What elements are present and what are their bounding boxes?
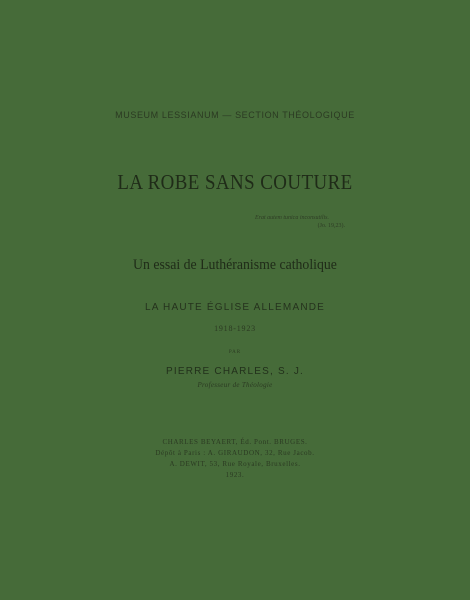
epigraph-reference: (Jo. 19,23). xyxy=(317,223,345,229)
author-role: Professeur de Théologie xyxy=(197,381,273,389)
by-label: PAR xyxy=(228,350,242,355)
publisher-line: Dépôt à Paris : A. GIRAUDON, 32, Rue Jacob. xyxy=(155,449,315,457)
section-heading: LA HAUTE ÉGLISE ALLEMANDE xyxy=(144,302,326,313)
publisher-line: CHARLES BEYAERT, Éd. Pont. BRUGES. xyxy=(162,438,308,446)
publication-year: 1923. xyxy=(225,471,245,479)
series-heading: MUSEUM LESSIANUM — SECTION THÉOLOGIQUE xyxy=(115,110,355,120)
epigraph-text: Erat autem tunica inconsutilis. xyxy=(255,215,329,221)
epigraph xyxy=(255,214,345,230)
author-name: PIERRE CHARLES, S. J. xyxy=(165,366,304,377)
publisher-line: A. DEWIT, 53, Rue Royale, Bruxelles. xyxy=(169,460,301,468)
book-subtitle: Un essai de Luthéranisme catholique xyxy=(133,257,337,273)
book-title: LA ROBE SANS COUTURE xyxy=(117,170,353,194)
date-range: 1918-1923 xyxy=(214,324,256,333)
